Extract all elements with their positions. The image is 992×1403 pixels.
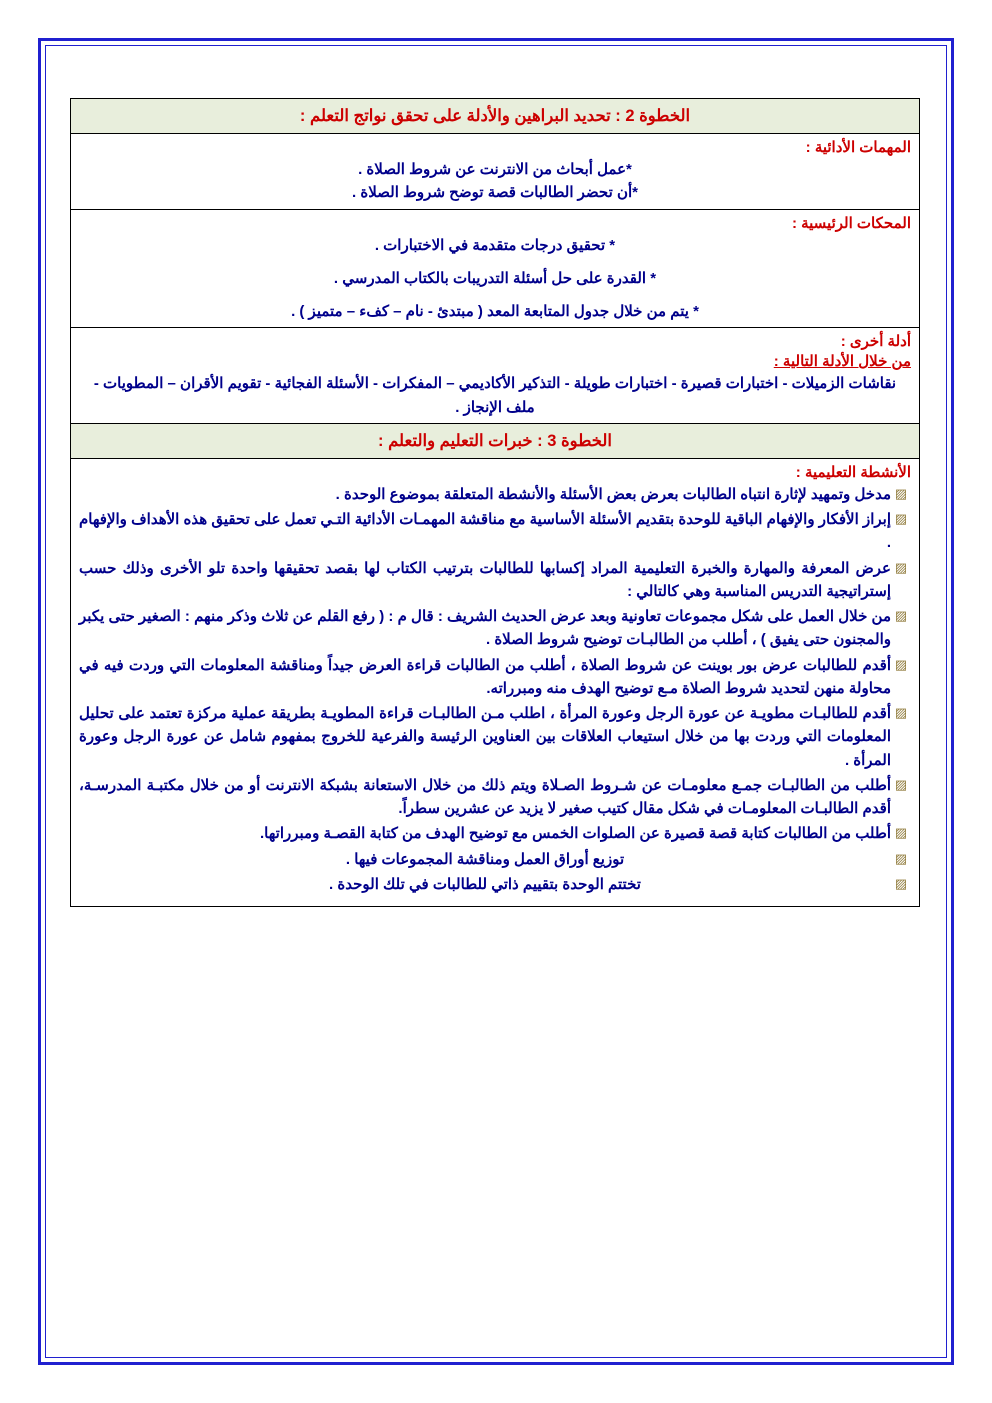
performance-tasks-label: المهمات الأدائية : bbox=[805, 139, 911, 156]
performance-tasks-cell bbox=[71, 134, 920, 210]
activity-text: أطلب من الطالبـات جمـع معلومـات عن شـروط الصـلاة ويتم ذلك من خلال الاستعانة بشبكة الانترنت أو من خلال مكتبـة المدرسـة، أقدم الطالبـات المعلومـات في شكل مقال كتيب صغير لا يزيد عن عشرين سطراً. bbox=[79, 776, 891, 817]
book-icon: ▨ bbox=[894, 559, 908, 575]
activity-text: تختتم الوحدة بتقييم ذاتي للطالبات في تلك الوحدة . bbox=[329, 875, 641, 893]
lesson-plan-table bbox=[70, 98, 920, 907]
list-item bbox=[79, 483, 911, 506]
activity-text: إبراز الأفكار والإفهام الباقية للوحدة بتقديم الأسئلة الأساسية مع مناقشة المهمـات الأدائية التـي تعمل على تحقيق هذه الأهداف والإفهام . bbox=[79, 511, 891, 552]
list-item bbox=[79, 702, 911, 772]
activity-text: أقدم للطالبـات مطويـة عن عورة الرجل وعورة المرأة ، اطلب مـن الطالبـات قراءة المطويـة بطريقة عملية مركزة تعتمد على تحليل المعلومات التي وردت بها من خلال استيعاب العلاقات بين العناوين الرئيسة والفرعية للخروج بمفهوم شامل عن عورة الرجل وعورة المرأة . bbox=[79, 705, 891, 769]
teaching-activities-cell bbox=[71, 458, 920, 906]
table-row bbox=[71, 99, 920, 134]
book-icon: ▨ bbox=[894, 656, 908, 672]
table-row bbox=[71, 209, 920, 328]
spacer bbox=[79, 257, 911, 267]
step2-heading: الخطوة 2 : تحديد البراهين والأدلة على تحقق نواتج التعلم : bbox=[71, 99, 920, 134]
list-item bbox=[79, 774, 911, 821]
spacer bbox=[79, 290, 911, 300]
activity-text: توزيع أوراق العمل ومناقشة المجموعات فيها . bbox=[345, 850, 625, 868]
activity-text: مدخل وتمهيد لإثارة انتباه الطالبات بعرض بعض الأسئلة والأنشطة المتعلقة بموضوع الوحدة . bbox=[335, 485, 891, 503]
book-icon: ▨ bbox=[894, 608, 908, 623]
other-evidence-sublabel: من خلال الأدلة التالية : bbox=[773, 353, 911, 371]
list-item bbox=[79, 508, 911, 555]
main-criteria-line-2: * القدرة على حل أسئلة التدريبات بالكتاب المدرسي . bbox=[333, 269, 657, 287]
list-item bbox=[79, 654, 911, 701]
list-item bbox=[79, 557, 911, 604]
document-content bbox=[70, 98, 920, 907]
book-icon: ▨ bbox=[894, 705, 908, 720]
main-criteria-line-1: * تحقيق درجات متقدمة في الاختبارات . bbox=[374, 236, 616, 254]
activity-text: أقدم للطالبات عرض بور بوينت عن شروط الصلاة ، أطلب من الطالبات قراءة العرض جيداً ومناقشة المعلومات التي وردت فيه في محاولة منهن لتحديد شروط الصلاة مـع توضيح الهدف منه ومبرراته. bbox=[79, 656, 891, 697]
activity-text: أطلب من الطالبات كتابة قصة قصيرة عن الصلوات الخمس مع توضيح الهدف من كتابة القصـة ومبرراتها. bbox=[260, 825, 891, 843]
other-evidence-line-1: نقاشات الزميلات - اختبارات قصيرة - اختبارات طويلة - التذكير الأكاديمي – المفكرات - الأسئلة الفجائية - تقويم الأقران – المطويات - ملف الإنجاز . bbox=[93, 375, 897, 416]
table-row bbox=[71, 134, 920, 210]
main-criteria-line-3: * يتم من خلال جدول المتابعة المعد ( مبتدئ - نام – كفء – متميز ) . bbox=[291, 303, 699, 320]
book-icon: ▨ bbox=[894, 875, 908, 891]
performance-tasks-line-2: *أن تحضر الطالبات قصة توضح شروط الصلاة . bbox=[352, 184, 638, 202]
book-icon: ▨ bbox=[894, 825, 908, 841]
teaching-activities-label: الأنشطة التعليمية : bbox=[795, 463, 911, 481]
book-icon: ▨ bbox=[894, 485, 908, 501]
activity-text: عرض المعرفة والمهارة والخبرة التعليمية المراد إكسابها للطالبات بترتيب الكتاب لها بقصد تحقيقها واحدة تلو الأخرى وذلك حسب إستراتيجية التدريس المناسبة وهي كالتالي : bbox=[79, 559, 891, 600]
table-row bbox=[71, 458, 920, 906]
book-icon: ▨ bbox=[894, 850, 908, 866]
list-item bbox=[79, 873, 911, 896]
other-evidence-cell bbox=[71, 328, 920, 424]
book-icon: ▨ bbox=[894, 511, 908, 526]
performance-tasks-line-1: *عمل أبحاث من الانترنت عن شروط الصلاة . bbox=[358, 161, 632, 178]
list-item bbox=[79, 822, 911, 845]
table-row bbox=[71, 328, 920, 424]
main-criteria-cell bbox=[71, 209, 920, 328]
list-item bbox=[79, 848, 911, 871]
activity-text: من خلال العمل على شكل مجموعات تعاونية وبعد عرض الحديث الشريف : قال م : ( رفع القلم عن ثلاث وذكر منهم : الصغير حتى يكبر والمجنون حتى يفيق ) ، أطلب من الطالبـات توضيح شروط الصلاة . bbox=[79, 608, 891, 649]
step3-heading: الخطوة 3 : خبرات التعليم والتعلم : bbox=[71, 423, 920, 458]
list-item bbox=[79, 605, 911, 652]
book-icon: ▨ bbox=[894, 776, 908, 792]
table-row bbox=[71, 423, 920, 458]
other-evidence-label: أدلة أخرى : bbox=[840, 333, 911, 351]
main-criteria-label: المحكات الرئيسية : bbox=[791, 214, 911, 232]
